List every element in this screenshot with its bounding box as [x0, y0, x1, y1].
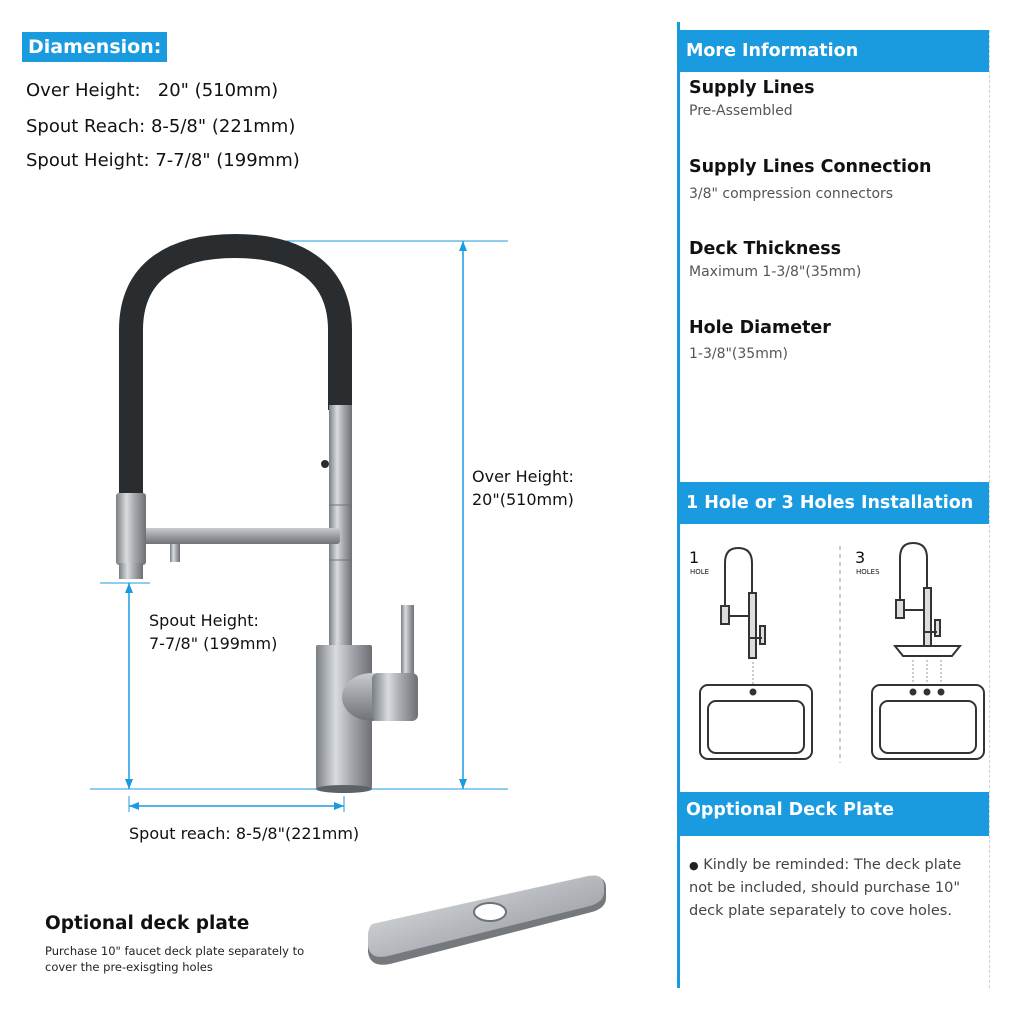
- hole-diameter-label: Hole Diameter: [689, 318, 831, 338]
- dimension-lines: [90, 241, 508, 812]
- supply-lines-value: Pre-Assembled: [689, 103, 793, 119]
- hole-diameter-value: 1-3/8"(35mm): [689, 346, 788, 362]
- over-height-label: Over Height:: [472, 467, 574, 486]
- three-hole-faucet: [895, 543, 960, 656]
- supply-lines-connection-label: Supply Lines Connection: [689, 157, 932, 177]
- deck-plate-description-line1: Purchase 10" faucet deck plate separately to: [45, 944, 305, 958]
- one-hole-faucet: [721, 548, 765, 658]
- spec-spout-reach: Spout Reach: 8-5/8" (221mm): [26, 116, 296, 137]
- deck-thickness-value: Maximum 1-3/8"(35mm): [689, 264, 862, 280]
- faucet-hose: [131, 246, 340, 495]
- installation-illustration: [690, 538, 985, 768]
- right-border: [989, 30, 991, 988]
- faucet-spout-arm: [140, 528, 340, 544]
- one-hole-sink: [700, 685, 812, 759]
- faucet-sprayer-head: [116, 493, 146, 565]
- faucet-column: [329, 405, 352, 645]
- spout-reach-label: Spout reach: 8-5/8"(221mm): [129, 824, 360, 843]
- more-information-header: More Information: [680, 30, 989, 72]
- spout-height-value: 7-7/8" (199mm): [149, 634, 278, 653]
- deck-plate-image: [360, 868, 615, 978]
- option3-number: 3: [855, 548, 866, 567]
- supply-lines-connection-value: 3/8" compression connectors: [689, 186, 894, 202]
- option1-number: 1: [689, 548, 700, 567]
- optional-deck-plate-header: Opptional Deck Plate: [680, 792, 989, 836]
- dimension-arrows: [125, 241, 467, 810]
- three-hole-sink: [872, 685, 984, 759]
- supply-lines-label: Supply Lines: [689, 78, 815, 98]
- deck-plate-note: ● Kindly be reminded: The deck plate not be included, should purchase 10" deck plate separately to cove holes.: [689, 857, 962, 919]
- over-height-value: 20"(510mm): [472, 490, 574, 509]
- deck-plate-title: Optional deck plate: [45, 913, 250, 934]
- deck-thickness-label: Deck Thickness: [689, 239, 842, 259]
- spout-height-label: Spout Height:: [149, 611, 259, 630]
- deck-plate-description-line2: cover the pre-exisgting holes: [45, 960, 213, 974]
- spec-over-height: Over Height: 20" (510mm): [26, 80, 279, 101]
- option1-caption: HOLE: [690, 568, 710, 576]
- dimension-title: Diamension:: [22, 32, 167, 62]
- option3-caption: HOLES: [856, 568, 880, 576]
- spec-spout-height: Spout Height: 7-7/8" (199mm): [26, 150, 300, 171]
- installation-header: 1 Hole or 3 Holes Installation: [680, 482, 989, 524]
- bullet-icon: ●: [689, 859, 699, 872]
